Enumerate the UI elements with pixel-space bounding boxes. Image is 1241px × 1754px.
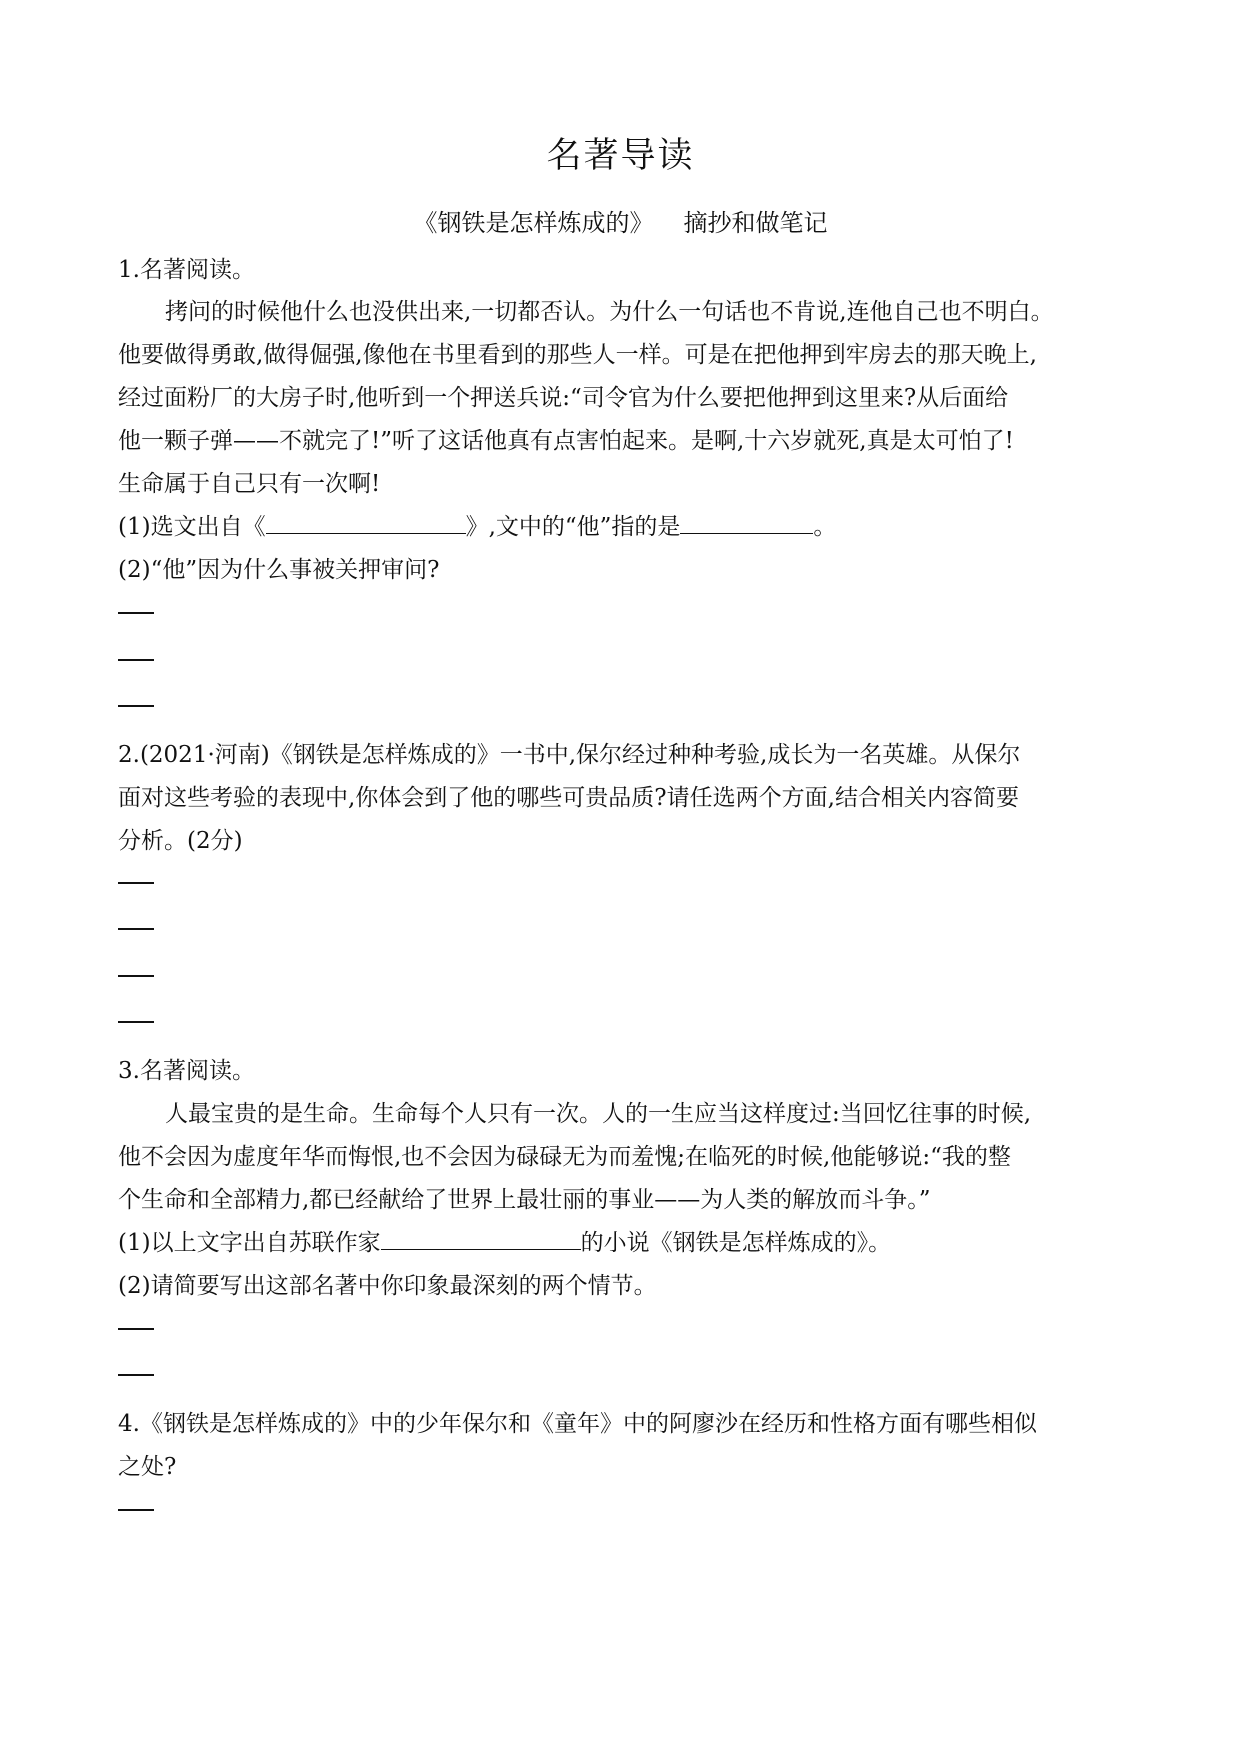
q1-passage-line: 拷问的时候他什么也没供出来,一切都否认。为什么一句话也不肯说,连他自己也不明白。 <box>165 299 1054 325</box>
q1-sub2: (2)“他”因为什么事被关押审问? <box>118 557 440 583</box>
q3-sub1 <box>118 1226 1128 1260</box>
answer-line[interactable] <box>118 975 154 977</box>
q4-line: 之处? <box>118 1454 177 1480</box>
answer-line[interactable] <box>118 659 154 661</box>
answer-line[interactable] <box>118 928 154 930</box>
q3-passage-line: 个生命和全部精力,都已经献给了世界上最壮丽的事业——为人类的解放而斗争。” <box>118 1187 931 1213</box>
q4-line: 4.《钢铁是怎样炼成的》中的少年保尔和《童年》中的阿廖沙在经历和性格方面有哪些相似 <box>118 1411 1037 1437</box>
answer-line[interactable] <box>118 612 154 614</box>
q1-sub1-prefix: (1)选文出自《 <box>118 514 266 540</box>
q3-author-blank[interactable] <box>381 1227 581 1250</box>
q1-sub1-middle: 》,文中的“他”指的是 <box>465 514 681 540</box>
q1-sub1 <box>118 510 1128 544</box>
q3-stem: 3.名著阅读。 <box>118 1058 255 1084</box>
answer-line[interactable] <box>118 1374 154 1376</box>
subtitle-book: 《钢铁是怎样炼成的》 <box>413 209 654 237</box>
q3-passage-line: 人最宝贵的是生命。生命每个人只有一次。人的一生应当这样度过:当回忆往事的时候, <box>165 1101 1032 1127</box>
q1-passage-line: 他要做得勇敢,做得倔强,像他在书里看到的那些人一样。可是在把他押到牢房去的那天晚上, <box>118 342 1037 368</box>
page-title: 名著导读 <box>546 136 695 176</box>
q2-line: 2.(2021·河南)《钢铁是怎样炼成的》一书中,保尔经过种种考验,成长为一名英雄。从保尔 <box>118 742 1021 768</box>
answer-line[interactable] <box>118 1509 154 1511</box>
q1-he-refers-blank[interactable] <box>680 511 813 534</box>
q1-book-title-blank[interactable] <box>266 511 466 534</box>
subtitle-section: 摘抄和做笔记 <box>683 209 828 237</box>
q2-line: 面对这些考验的表现中,你体会到了他的哪些可贵品质?请任选两个方面,结合相关内容简要 <box>118 785 1019 811</box>
q3-sub2: (2)请简要写出这部名著中你印象最深刻的两个情节。 <box>118 1273 657 1299</box>
q1-sub1-suffix: 。 <box>813 514 837 540</box>
page-subtitle <box>0 203 1241 238</box>
q3-sub1-prefix: (1)以上文字出自苏联作家 <box>118 1230 381 1256</box>
q3-sub1-suffix: 的小说《钢铁是怎样炼成的》。 <box>580 1230 892 1256</box>
answer-line[interactable] <box>118 705 154 707</box>
q1-passage-line: 生命属于自己只有一次啊! <box>118 471 381 497</box>
q1-passage-line: 经过面粉厂的大房子时,他听到一个押送兵说:“司令官为什么要把他押到这里来?从后面给 <box>118 385 1009 411</box>
q3-passage-line: 他不会因为虚度年华而悔恨,也不会因为碌碌无为而羞愧;在临死的时候,他能够说:“我的整 <box>118 1144 1011 1170</box>
answer-line[interactable] <box>118 882 154 884</box>
q2-line: 分析。(2分) <box>118 828 243 854</box>
q1-passage-line: 他一颗子弹——不就完了!”听了这话他真有点害怕起来。是啊,十六岁就死,真是太可怕了! <box>118 428 1014 454</box>
q1-stem: 1.名著阅读。 <box>118 257 255 283</box>
answer-line[interactable] <box>118 1021 154 1023</box>
answer-line[interactable] <box>118 1328 154 1330</box>
